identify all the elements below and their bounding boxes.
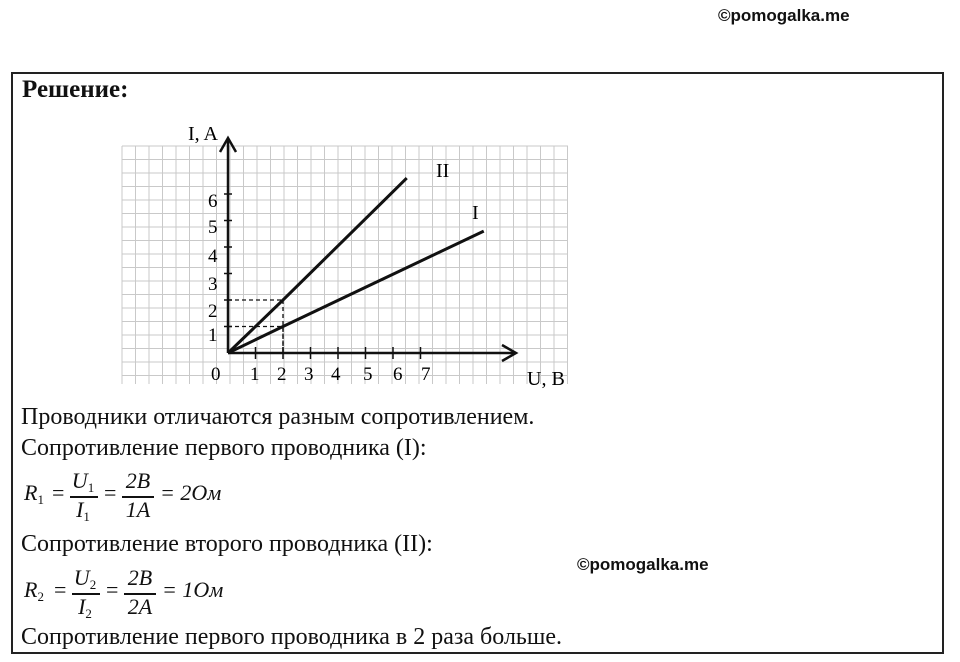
- series-label-I: I: [472, 202, 479, 224]
- y-tick-label: 5: [208, 217, 218, 238]
- formula-r1-den2: 1A: [125, 497, 151, 522]
- formula-r1-den1-sub: 1: [83, 509, 90, 524]
- x-tick-label: 5: [363, 364, 373, 385]
- formula-r2-num1: U: [73, 565, 90, 590]
- formula-r2-den1: I: [78, 594, 86, 619]
- formula-r1-num1-sub: 1: [87, 480, 95, 495]
- text-line-1: Проводники отличаются разным сопротивлением.: [21, 404, 535, 430]
- chart-axes: [220, 138, 516, 361]
- formula-r1-num2: 2B: [125, 468, 151, 493]
- formula-r1-den1: I: [76, 497, 84, 522]
- x-tick-label: 0: [211, 364, 221, 385]
- x-tick-label: 3: [304, 364, 314, 385]
- formula-r2-den2: 2A: [127, 594, 153, 619]
- y-axis-title: I, A: [188, 123, 218, 145]
- formula-r1-num1: U: [71, 468, 88, 493]
- y-tick-label: 3: [208, 274, 218, 295]
- watermark-top: ©pomogalka.me: [718, 6, 850, 25]
- formula-r1: R1 = U1 I1 = 2B 1A = 2Ом: [24, 468, 222, 524]
- formula-r1-lhs-sub: 1: [37, 492, 44, 507]
- chart-series: [228, 160, 484, 353]
- y-tick-label: 4: [208, 246, 218, 267]
- y-tick-label: 6: [208, 191, 218, 212]
- text-line-4: Сопротивление первого проводника в 2 раза больше.: [21, 624, 562, 650]
- x-tick-label: 6: [393, 364, 403, 385]
- formula-r1-lhs: R: [24, 480, 38, 505]
- formula-r2-lhs: R: [24, 577, 38, 602]
- watermark-mid: ©pomogalka.me: [577, 555, 709, 574]
- x-tick-label: 1: [250, 364, 260, 385]
- x-tick-label: 2: [277, 364, 287, 385]
- formula-r2-lhs-sub: 2: [37, 589, 44, 604]
- x-tick-label: 7: [421, 364, 431, 385]
- formula-r1-result: = 2Ом: [160, 480, 222, 505]
- text-line-3: Сопротивление второго проводника (II):: [21, 531, 433, 557]
- series-line-II: [228, 178, 407, 353]
- formula-r2-num2: 2B: [127, 565, 153, 590]
- solution-heading: Решение:: [22, 76, 129, 103]
- formula-r2: R2 = U2 I2 = 2B 2A = 1Ом: [24, 565, 224, 621]
- formula-r2-num1-sub: 2: [89, 577, 97, 592]
- formula-r2-den1-sub: 2: [85, 606, 92, 621]
- x-tick-label: 4: [331, 364, 341, 385]
- y-tick-label: 2: [208, 301, 218, 322]
- text-line-2: Сопротивление первого проводника (I):: [21, 435, 427, 461]
- chart-grid: [122, 146, 568, 384]
- y-tick-label: 1: [208, 325, 218, 346]
- x-axis-title: U, B: [527, 368, 565, 390]
- series-label-II: II: [436, 160, 450, 182]
- formula-r2-result: = 1Ом: [162, 577, 224, 602]
